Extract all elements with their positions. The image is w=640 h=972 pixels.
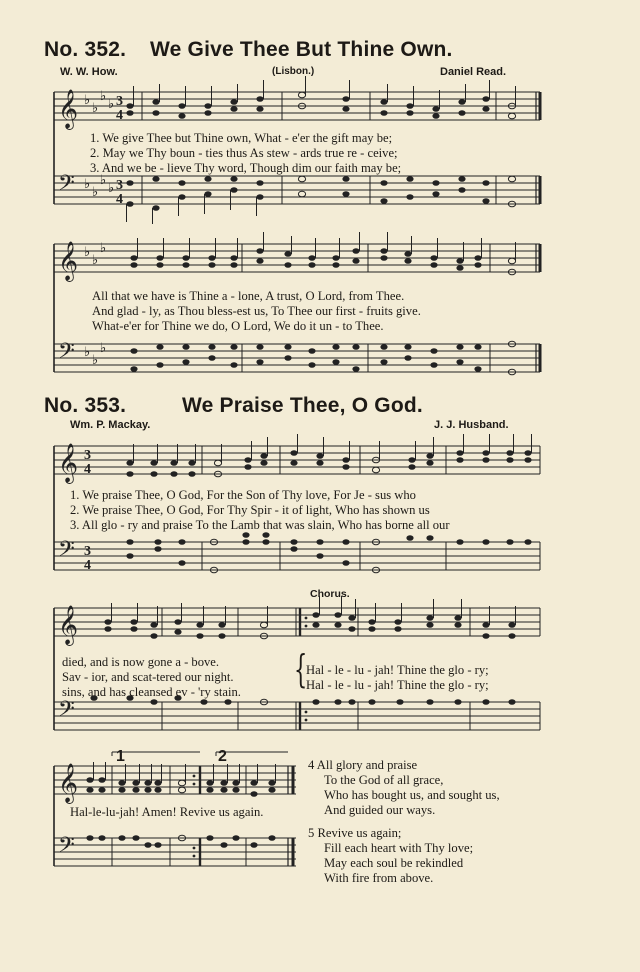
svg-text:♭: ♭ [92, 353, 99, 368]
svg-text:𝄢: 𝄢 [58, 537, 75, 567]
svg-text:♭: ♭ [100, 241, 107, 256]
svg-text:♭: ♭ [92, 185, 99, 200]
svg-text:♭: ♭ [84, 177, 91, 192]
svg-text:♭: ♭ [108, 181, 115, 196]
ending-number: 1 [116, 748, 125, 765]
svg-text:♭: ♭ [84, 93, 91, 108]
lyric-line: sins, and has cleansed ev - 'ry stain. [62, 685, 241, 699]
svg-text:3: 3 [116, 178, 123, 193]
svg-text:♭: ♭ [108, 97, 115, 112]
stanza-4 [308, 758, 500, 818]
hymn-author: Wm. P. Mackay. [70, 419, 151, 431]
lyric-line: All that we have is Thine a - lone, A trust, O Lord, from Thee. [92, 289, 405, 303]
svg-text:3: 3 [84, 544, 91, 559]
hymn-composer: Daniel Read. [440, 66, 507, 78]
svg-text:3: 3 [84, 448, 91, 463]
svg-text:𝄞: 𝄞 [58, 605, 79, 645]
svg-text:♭: ♭ [92, 253, 99, 268]
brace-mark: { [294, 647, 308, 691]
svg-text:𝄢: 𝄢 [58, 171, 75, 201]
svg-text:4: 4 [84, 558, 91, 573]
lyric-line: And glad - ly, as Thou bless-est us, To Thee our first - fruits give. [92, 304, 421, 318]
chorus-lyric: Hal - le - lu - jah! Thine the glo - ry; [306, 678, 489, 692]
lyric-line: died, and is now gone a - bove. [62, 655, 220, 669]
lyric-line: Sav - ior, and scat-tered our night. [62, 670, 234, 684]
svg-text:4: 4 [84, 462, 91, 477]
svg-text:𝄞: 𝄞 [58, 89, 79, 129]
lyric-line: 3. And we be - lieve Thy word, Though dim our faith may be; [90, 161, 402, 175]
hymn-author: W. W. How. [60, 66, 118, 78]
svg-text:𝄞: 𝄞 [58, 241, 79, 281]
svg-text:𝄢: 𝄢 [58, 339, 75, 369]
hymn-title: We Give Thee But Thine Own. [150, 38, 453, 61]
svg-text:♭: ♭ [100, 173, 107, 188]
svg-text:♭: ♭ [100, 89, 107, 104]
lyric-line: 1. We give Thee but Thine own, What - e'er the gift may be; [90, 131, 393, 145]
svg-text:♭: ♭ [84, 345, 91, 360]
chorus-label: Chorus. [310, 588, 350, 600]
stanza-line: Who has bought us, and sought us, [324, 788, 500, 802]
ending-lyric: Hal-le-lu-jah! Amen! Revive us again. [70, 805, 264, 819]
lyric-line: What-e'er for Thine we do, O Lord, We do it un - to Thee. [92, 319, 384, 333]
svg-text:♭: ♭ [84, 245, 91, 260]
svg-text:3: 3 [116, 94, 123, 109]
svg-text:4: 4 [116, 192, 123, 207]
hymn-composer: J. J. Husband. [434, 419, 509, 431]
lyric-line: 2. We praise Thee, O God, For Thy Spir - it of light, Who has shown us [70, 503, 430, 517]
hymn-tune: (Lisbon.) [272, 66, 315, 77]
ending-number: 2 [218, 748, 227, 765]
stanza-line: To the God of all grace, [324, 773, 444, 787]
lyric-line: 1. We praise Thee, O God, For the Son of Thy love, For Je - sus who [70, 488, 416, 502]
svg-text:♭: ♭ [100, 341, 107, 356]
stanza-line: And guided our ways. [324, 803, 436, 817]
lyric-line: 2. May we Thy boun - ties thus As stew - ards true re - ceive; [90, 146, 398, 160]
stanza-number: 5 [308, 826, 315, 840]
chorus-lyric: Hal - le - lu - jah! Thine the glo - ry; [306, 663, 489, 677]
lyric-line: 3. All glo - ry and praise To the Lamb that was slain, Who has borne all our [70, 518, 450, 532]
stanza-line: With fire from above. [324, 871, 434, 885]
svg-text:𝄢: 𝄢 [58, 833, 75, 863]
hymn-number: No. 353. [44, 394, 127, 417]
svg-text:𝄞: 𝄞 [58, 443, 79, 483]
stanza-line: May each soul be rekindled [324, 856, 464, 870]
svg-text:♭: ♭ [92, 101, 99, 116]
svg-text:𝄢: 𝄢 [58, 697, 75, 727]
stanza-line: All glory and praise [316, 758, 418, 772]
stanza-line: Revive us again; [317, 826, 402, 840]
svg-text:𝄞: 𝄞 [58, 763, 79, 803]
stanza-5 [308, 826, 473, 886]
svg-text:4: 4 [116, 108, 123, 123]
hymn-title: We Praise Thee, O God. [182, 394, 423, 417]
hymn-number: No. 352. [44, 38, 127, 61]
stanza-line: Fill each heart with Thy love; [324, 841, 474, 855]
stanza-number: 4 [308, 758, 315, 772]
